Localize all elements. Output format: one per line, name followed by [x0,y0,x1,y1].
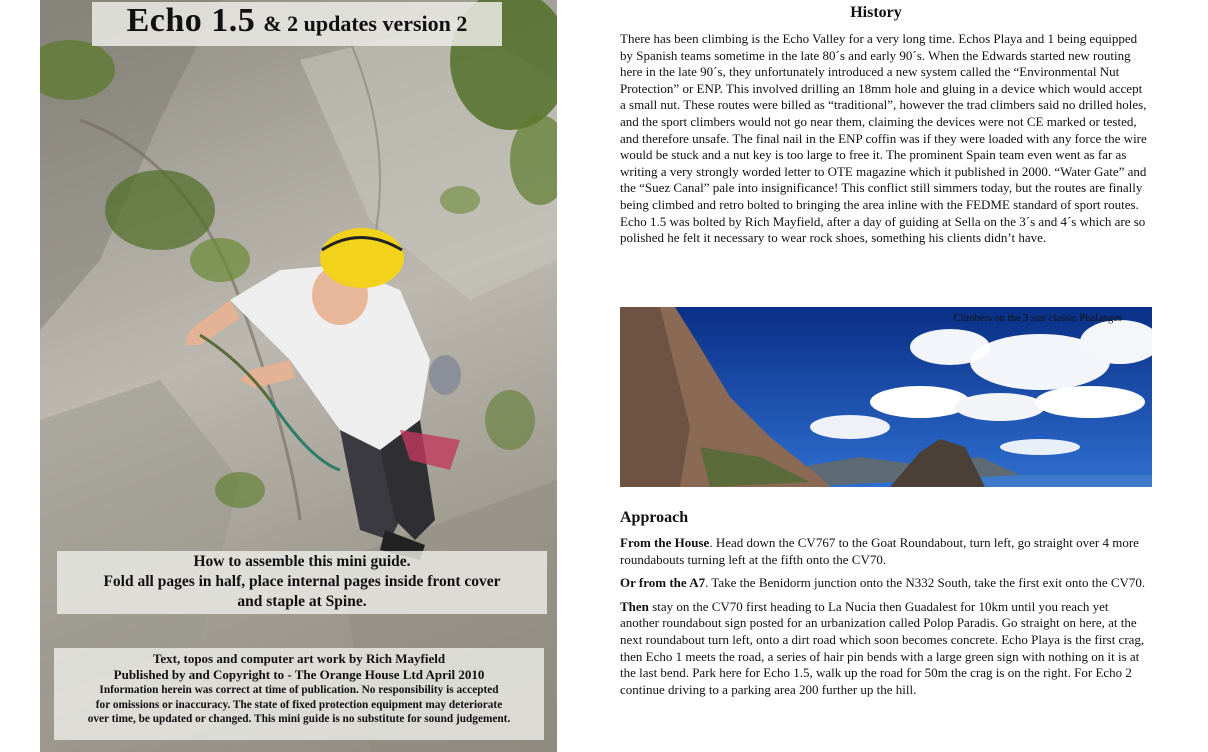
approach-text-3: stay on the CV70 first heading to La Nucia then Guadalest for 10km until you reach yet another roundabout sign posted for an urbanization called Polop Paradis. Go straight on here, at the next roundabout turn left, onto a dirt road which soon becomes concrete. Echo Playa is the first crag, then Echo 1 meets the road, a series of hair pin bends with a large green sign with nothing on it is at the last bend. Park here for Echo 1.5, walk up the road for 50m the crag is on the right. For Echo 2 continue driving to a parking area 200 further up the hill. [620,598,1145,697]
history-paragraph-2: Echo 1.5 was bolted by Rich Mayfield, after a day of guiding at Sella on the 3´s and 4´s which are so polished he felt it necessary to wear rock shoes, something his clients didn’t have. [620,213,1146,246]
history-paragraph-1: There has been climbing is the Echo Valley for a very long time. Echos Playa and 1 being equipped by Spanish teams sometime in the late 80´s and early 90´s. When the Edwards started new routing here in the late 90´s, they unfortunately introduced a new system called the “Environmental Nut Protection” or ENP. This involved drilling an 18mm hole and gluing in a device which would accept a small nut. These routes were billed as “traditional”, however the trad climbers said no drilled holes, and the sport climbers would not go near them, claiming the devices were not CE marked or tested, and therefore unsafe. The final nail in the ENP coffin was if they were loaded with any force the wire would be stuck and a nut key is too large to free it. The prominent Spain team even went as far as writing a very strongly worded letter to OTE magazine which it published in 2000. “Water Gate” and the “Suez Canal” pale into insignificance! This conflict still simmers today, but the routes are finally being climbed and retro bolted to bringing the area inline with the FEDME standard of sport routes. [620,31,1147,212]
photo-caption: Climbers on the 3 star classic Phalanges [953,313,1122,324]
credit-line-5: over time, be updated or changed. This mini guide is no substitute for sound judgement. [87,713,511,725]
assembly-instructions [57,551,547,614]
history-heading: History [850,4,902,21]
cover-title: Echo 1.5 [126,2,256,39]
crag-landscape-image [620,307,1152,487]
phalanges-photo [620,307,1152,487]
approach-lead-2: Or from the A7 [620,575,706,591]
approach-heading: Approach [620,509,689,526]
approach-paragraph-3 [620,599,1146,699]
credit-line-4: for omissions or inaccuracy. The state of fixed protection equipment may deteriorate [95,698,503,711]
history-section [620,31,1148,247]
cover-title-box [92,2,502,46]
credit-line-3: Information herein was correct at time of publication. No responsibility is accepted [99,684,499,696]
assembly-line-2: Fold all pages in half, place internal pages inside front cover [103,573,501,590]
cover-subtitle: & 2 updates version 2 [263,11,468,36]
approach-paragraph-1 [620,535,1146,568]
approach-section [620,535,1146,705]
approach-text-1: . Head down the CV767 to the Goat Roundabout, turn left, go straight over 4 more roundabouts turning left at the fifth onto the CV70. [620,535,1139,567]
approach-lead-1: From the House [620,535,710,550]
credit-line-1: Text, topos and computer art work by Rich Mayfield [152,651,446,666]
credit-line-2: Published by and Copyright to - The Orange House Ltd April 2010 [113,667,485,682]
approach-lead-3: Then [620,598,649,614]
approach-paragraph-2 [620,575,1146,592]
assembly-line-3: and staple at Spine. [237,593,367,610]
approach-text-2: . Take the Benidorm junction onto the N332 South, take the first exit onto the CV70. [705,575,1146,591]
credits-box [54,648,544,740]
climber-photo [40,0,557,752]
assembly-line-1: How to assemble this mini guide. [193,553,411,570]
cover-page [40,0,557,752]
